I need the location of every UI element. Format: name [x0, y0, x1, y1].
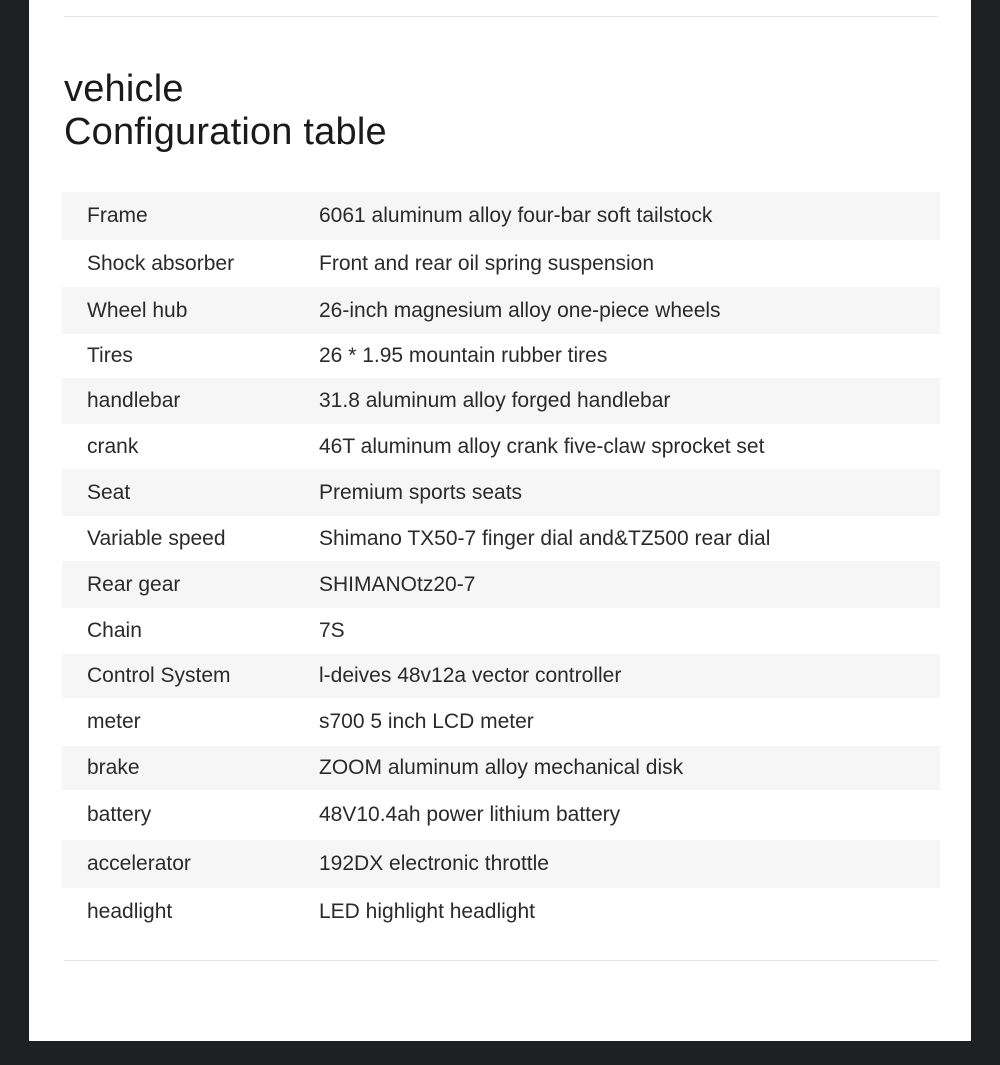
table-row — [62, 654, 940, 698]
table-row — [62, 840, 940, 888]
configuration-table — [62, 192, 940, 936]
row-label: Seat — [87, 480, 131, 504]
row-label: Chain — [87, 619, 142, 642]
top-divider — [64, 16, 938, 17]
row-value: l-deives 48v12a vector controller — [319, 664, 622, 687]
row-value: Premium sports seats — [319, 480, 523, 504]
spec-page — [29, 0, 971, 1041]
table-row — [62, 561, 940, 608]
row-value: 7S — [319, 619, 345, 642]
row-label: headlight — [87, 900, 173, 923]
page-title — [64, 68, 387, 154]
row-label: brake — [87, 756, 140, 779]
row-label: Tires — [87, 344, 133, 367]
row-label: Rear gear — [87, 572, 181, 596]
row-label: accelerator — [87, 852, 191, 875]
table-row — [62, 608, 940, 654]
row-label: Shock absorber — [87, 251, 235, 275]
table-row — [62, 287, 940, 334]
table-row — [62, 746, 940, 790]
table-row — [62, 516, 940, 561]
row-value: LED highlight headlight — [319, 900, 535, 923]
row-label: battery — [87, 803, 152, 826]
row-value: 46T aluminum alloy crank five-claw sprocket set — [319, 434, 765, 458]
row-label: Control System — [87, 664, 231, 687]
row-value: 26 * 1.95 mountain rubber tires — [319, 344, 608, 367]
row-label: Wheel hub — [87, 298, 188, 322]
row-value: 31.8 aluminum alloy forged handlebar — [319, 389, 671, 412]
table-row — [62, 378, 940, 424]
title-line-2: Configuration table — [64, 111, 387, 153]
row-value: ZOOM aluminum alloy mechanical disk — [319, 756, 684, 779]
table-row — [62, 334, 940, 378]
table-row — [62, 469, 940, 516]
row-label: handlebar — [87, 389, 181, 412]
row-value: 26-inch magnesium alloy one-piece wheels — [319, 298, 721, 322]
row-label: crank — [87, 434, 139, 458]
row-label: Frame — [87, 204, 148, 227]
bottom-divider — [64, 960, 938, 961]
row-value: Shimano TX50-7 finger dial and&TZ500 rear dial — [319, 526, 771, 550]
row-value: Front and rear oil spring suspension — [319, 251, 655, 275]
title-line-1: vehicle — [64, 68, 184, 110]
row-value: 48V10.4ah power lithium battery — [319, 803, 621, 826]
row-value: s700 5 inch LCD meter — [319, 710, 534, 733]
row-value: 6061 aluminum alloy four-bar soft tailstock — [319, 204, 713, 227]
table-row — [62, 240, 940, 287]
row-label: meter — [87, 710, 141, 733]
table-row — [62, 424, 940, 469]
table-row — [62, 888, 940, 936]
row-value: 192DX electronic throttle — [319, 852, 549, 875]
row-value: SHIMANOtz20-7 — [319, 572, 476, 596]
row-label: Variable speed — [87, 526, 226, 550]
table-row — [62, 790, 940, 840]
table-row — [62, 698, 940, 746]
table-row — [62, 192, 940, 240]
